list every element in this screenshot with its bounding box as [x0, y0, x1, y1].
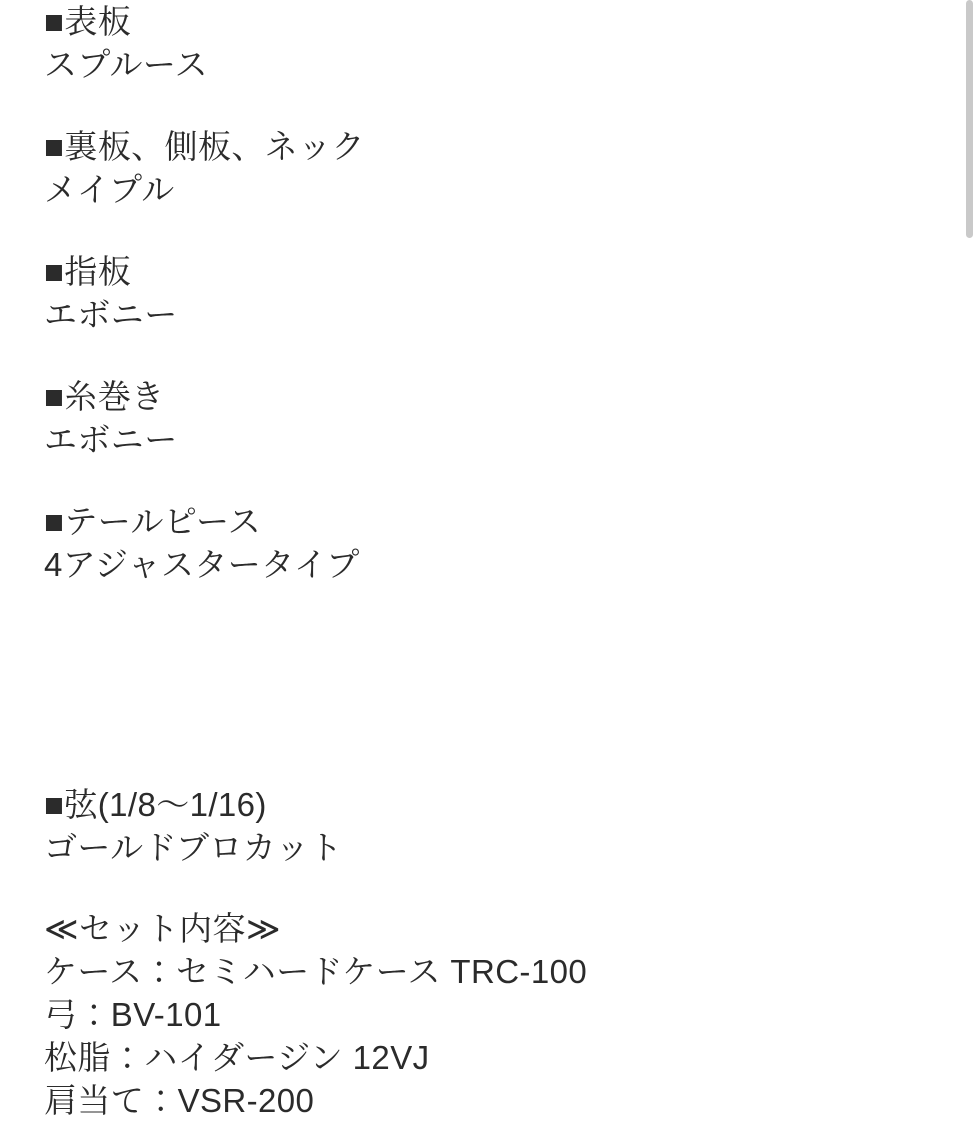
set-contents-item-shoulder-rest: 肩当て：VSR-200 [44, 1082, 315, 1119]
spacer [44, 336, 930, 375]
spec-value: ゴールドブロカット [44, 829, 343, 866]
spacer [44, 86, 930, 125]
spec-block-tailpiece [44, 500, 930, 586]
specification-list [44, 0, 930, 1122]
spec-value: エボニー [44, 421, 178, 458]
spec-block-top-plate [44, 0, 930, 86]
set-contents-item-bow: 弓：BV-101 [44, 996, 222, 1033]
scrollbar[interactable] [965, 0, 974, 1080]
set-contents-section [44, 907, 930, 1122]
spec-value: メイプル [44, 171, 175, 208]
spacer-large [44, 586, 930, 783]
spec-value: スプルース [44, 46, 209, 83]
spec-value: 4アジャスタータイプ [44, 546, 360, 583]
spec-heading: ■糸巻き [44, 378, 165, 415]
scrollbar-thumb[interactable] [966, 0, 973, 238]
spacer [44, 211, 930, 250]
spec-heading: ■弦(1/8〜1/16) [44, 786, 267, 823]
set-contents-item-rosin: 松脂：ハイダージン 12VJ [44, 1039, 430, 1076]
spec-value: エボニー [44, 296, 178, 333]
spec-block-strings [44, 783, 930, 869]
spec-heading: ■表板 [44, 3, 132, 40]
spec-heading: ■指板 [44, 253, 132, 290]
spacer [44, 461, 930, 500]
spec-block-back-sides-neck [44, 125, 930, 211]
spec-heading: ■テールピース [44, 503, 262, 540]
spec-block-pegs [44, 375, 930, 461]
spec-block-fingerboard [44, 250, 930, 336]
spacer [44, 869, 930, 907]
set-contents-item-case: ケース：セミハードケース TRC-100 [44, 953, 588, 990]
spec-heading: ■裏板、側板、ネック [44, 128, 365, 165]
set-contents-title: ≪セット内容≫ [44, 910, 281, 947]
